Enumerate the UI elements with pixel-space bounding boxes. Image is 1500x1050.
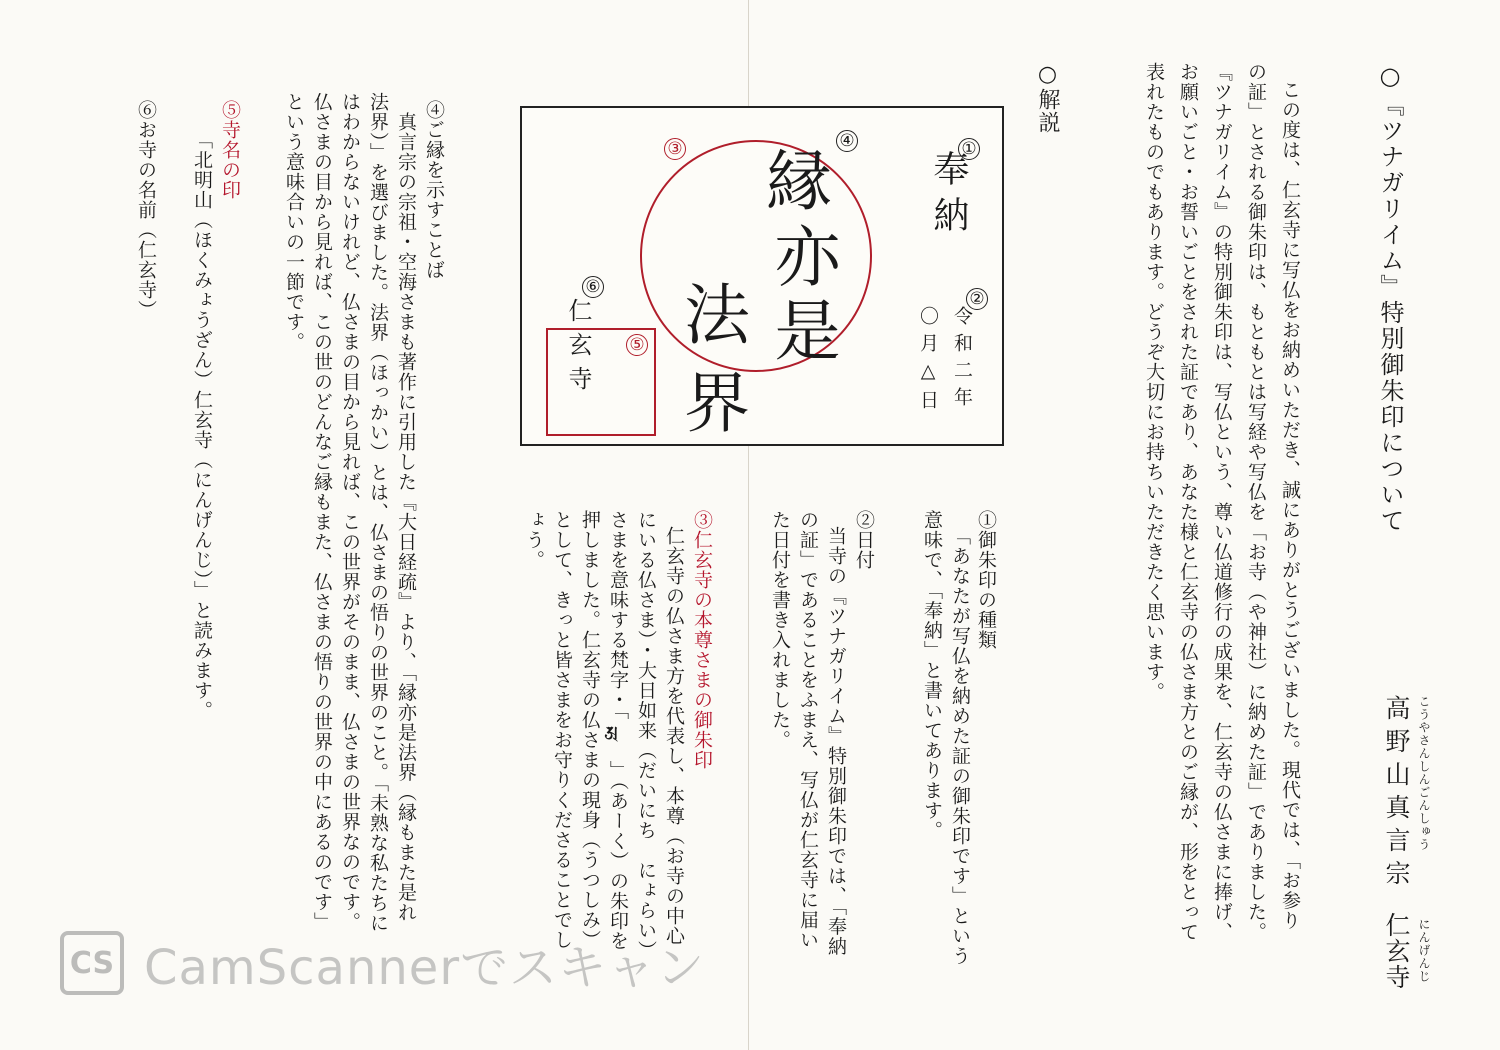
note5-heading: ⑤寺名の印 bbox=[219, 100, 241, 200]
stamp-calligraphy-ho: 法 bbox=[684, 277, 750, 354]
note4-line: 仏さまの目から見れば、この世のどんなご縁もまた、仏さまの悟りの世界の中にあるのです」 bbox=[311, 92, 333, 932]
intro-line: この度は、仁玄寺に写仏をお納めいただき、誠にありがとうございました。現代では、「お参り bbox=[1279, 80, 1301, 931]
sect-name: 高野山真言宗 bbox=[1382, 695, 1411, 893]
camscanner-logo-icon: CS bbox=[60, 931, 124, 995]
sect-ruby: こうやさんしんごんしゅう bbox=[1417, 695, 1431, 851]
note4-line: という意味合いの一節です。 bbox=[283, 92, 305, 352]
note3-line: にいる仏さま）・大日如来（だいにち にょらい） bbox=[635, 510, 657, 961]
stamp-number-3: ③ bbox=[664, 138, 686, 160]
stamp-date-era: 令和二年 bbox=[951, 306, 973, 414]
note2-line: の証」であることをふまえ、写仏が仁玄寺に届い bbox=[797, 510, 819, 950]
kaisetsu-heading: ○解説 bbox=[1035, 62, 1060, 134]
stamp-temple-name: 仁玄寺 bbox=[564, 298, 592, 400]
intro-line: 表れたものでもあります。どうぞ大切にお持ちいただきたく思います。 bbox=[1143, 62, 1165, 702]
stamp-number-6: ⑥ bbox=[582, 276, 604, 298]
camscanner-watermark bbox=[60, 928, 705, 998]
note3-heading: ③仁玄寺の本尊さまの御朱印 bbox=[691, 510, 713, 770]
watermark-text: CamScannerでスキャン bbox=[144, 939, 706, 996]
note4-line: 法界）」を選びました。法界（ほっかい）とは、仏さまの悟りの世界のこと。「未熟な私たちに bbox=[367, 92, 389, 933]
note4-line: はわからないけれど、仏さまの目から見れば、この世界がそのまま、仏さまの世界なのです。 bbox=[339, 92, 361, 932]
stamp-date-md: 〇月△日 bbox=[917, 306, 939, 417]
note3-line: 仁玄寺の仏さま方を代表し、本尊（お寺の中心 bbox=[663, 526, 685, 946]
note2-line: 当寺の『ツナガリイム』特別御朱印では、「奉納 bbox=[825, 526, 847, 957]
note2-heading: ②日付 bbox=[853, 510, 875, 570]
temple-ruby: にんげんじ bbox=[1417, 918, 1431, 983]
stamp-calligraphy-yakuze: 亦是 bbox=[763, 222, 840, 370]
note1-heading: ①御朱印の種類 bbox=[975, 510, 997, 650]
stamp-hono: 奉納 bbox=[928, 150, 969, 242]
note4-line: 真言宗の宗祖・空海さまも著作に引用した『大日経疏』より、「縁亦是法界（縁もまた是れ bbox=[395, 112, 417, 923]
intro-line: の証」とされる御朱印は、もともとは写経や写仏を「お寺（や神社）に納めた証」でありました。 bbox=[1245, 62, 1267, 942]
note2-line: た日付を書き入れました。 bbox=[769, 510, 791, 750]
stamp-calligraphy-kai: 界 bbox=[684, 365, 750, 442]
temple-name: 仁玄寺 bbox=[1382, 912, 1411, 990]
note3-line: さまを意味する梵字・「𑖀」（あーく）の朱印を bbox=[607, 510, 629, 951]
document-title: ○『ツナガリイム』特別御朱印について bbox=[1376, 62, 1404, 534]
note4-heading: ④ご縁を示すことば bbox=[423, 100, 445, 280]
note6-heading: ⑥お寺の名前（仁玄寺） bbox=[135, 100, 157, 320]
note3-line: 押しました。仁玄寺の仏さまの現身（うつしみ） bbox=[579, 510, 601, 950]
intro-line: 『ツナガリイム』の特別御朱印は、写仏という、尊い仏道修行の成果を、仁玄寺の仏さまに捧げ、 bbox=[1211, 62, 1233, 942]
note3-line: ょう。 bbox=[523, 510, 545, 570]
intro-line: お願いごと・お誓いごとをされた証であり、あなた様と仁玄寺の仏さま方とのご縁が、形をとって bbox=[1177, 62, 1199, 942]
stamp-number-4: ④ bbox=[836, 130, 858, 152]
note3-line: として、きっと皆さまをお守りくださることでし bbox=[551, 510, 573, 950]
stamp-number-5: ⑤ bbox=[626, 334, 648, 356]
stamp-number-2: ② bbox=[966, 288, 988, 310]
note1-line: 意味で、「奉納」と書いてあります。 bbox=[921, 510, 943, 841]
note1-line: 「あなたが写仏を納めた証の御朱印です」という bbox=[949, 526, 971, 966]
stamp-calligraphy-en: 縁 bbox=[766, 143, 832, 220]
stamp-number-1: ① bbox=[958, 138, 980, 160]
note5-line: 「北明山（ほくみょうざん）仁玄寺（にんげんじ）」と読みます。 bbox=[191, 130, 213, 721]
